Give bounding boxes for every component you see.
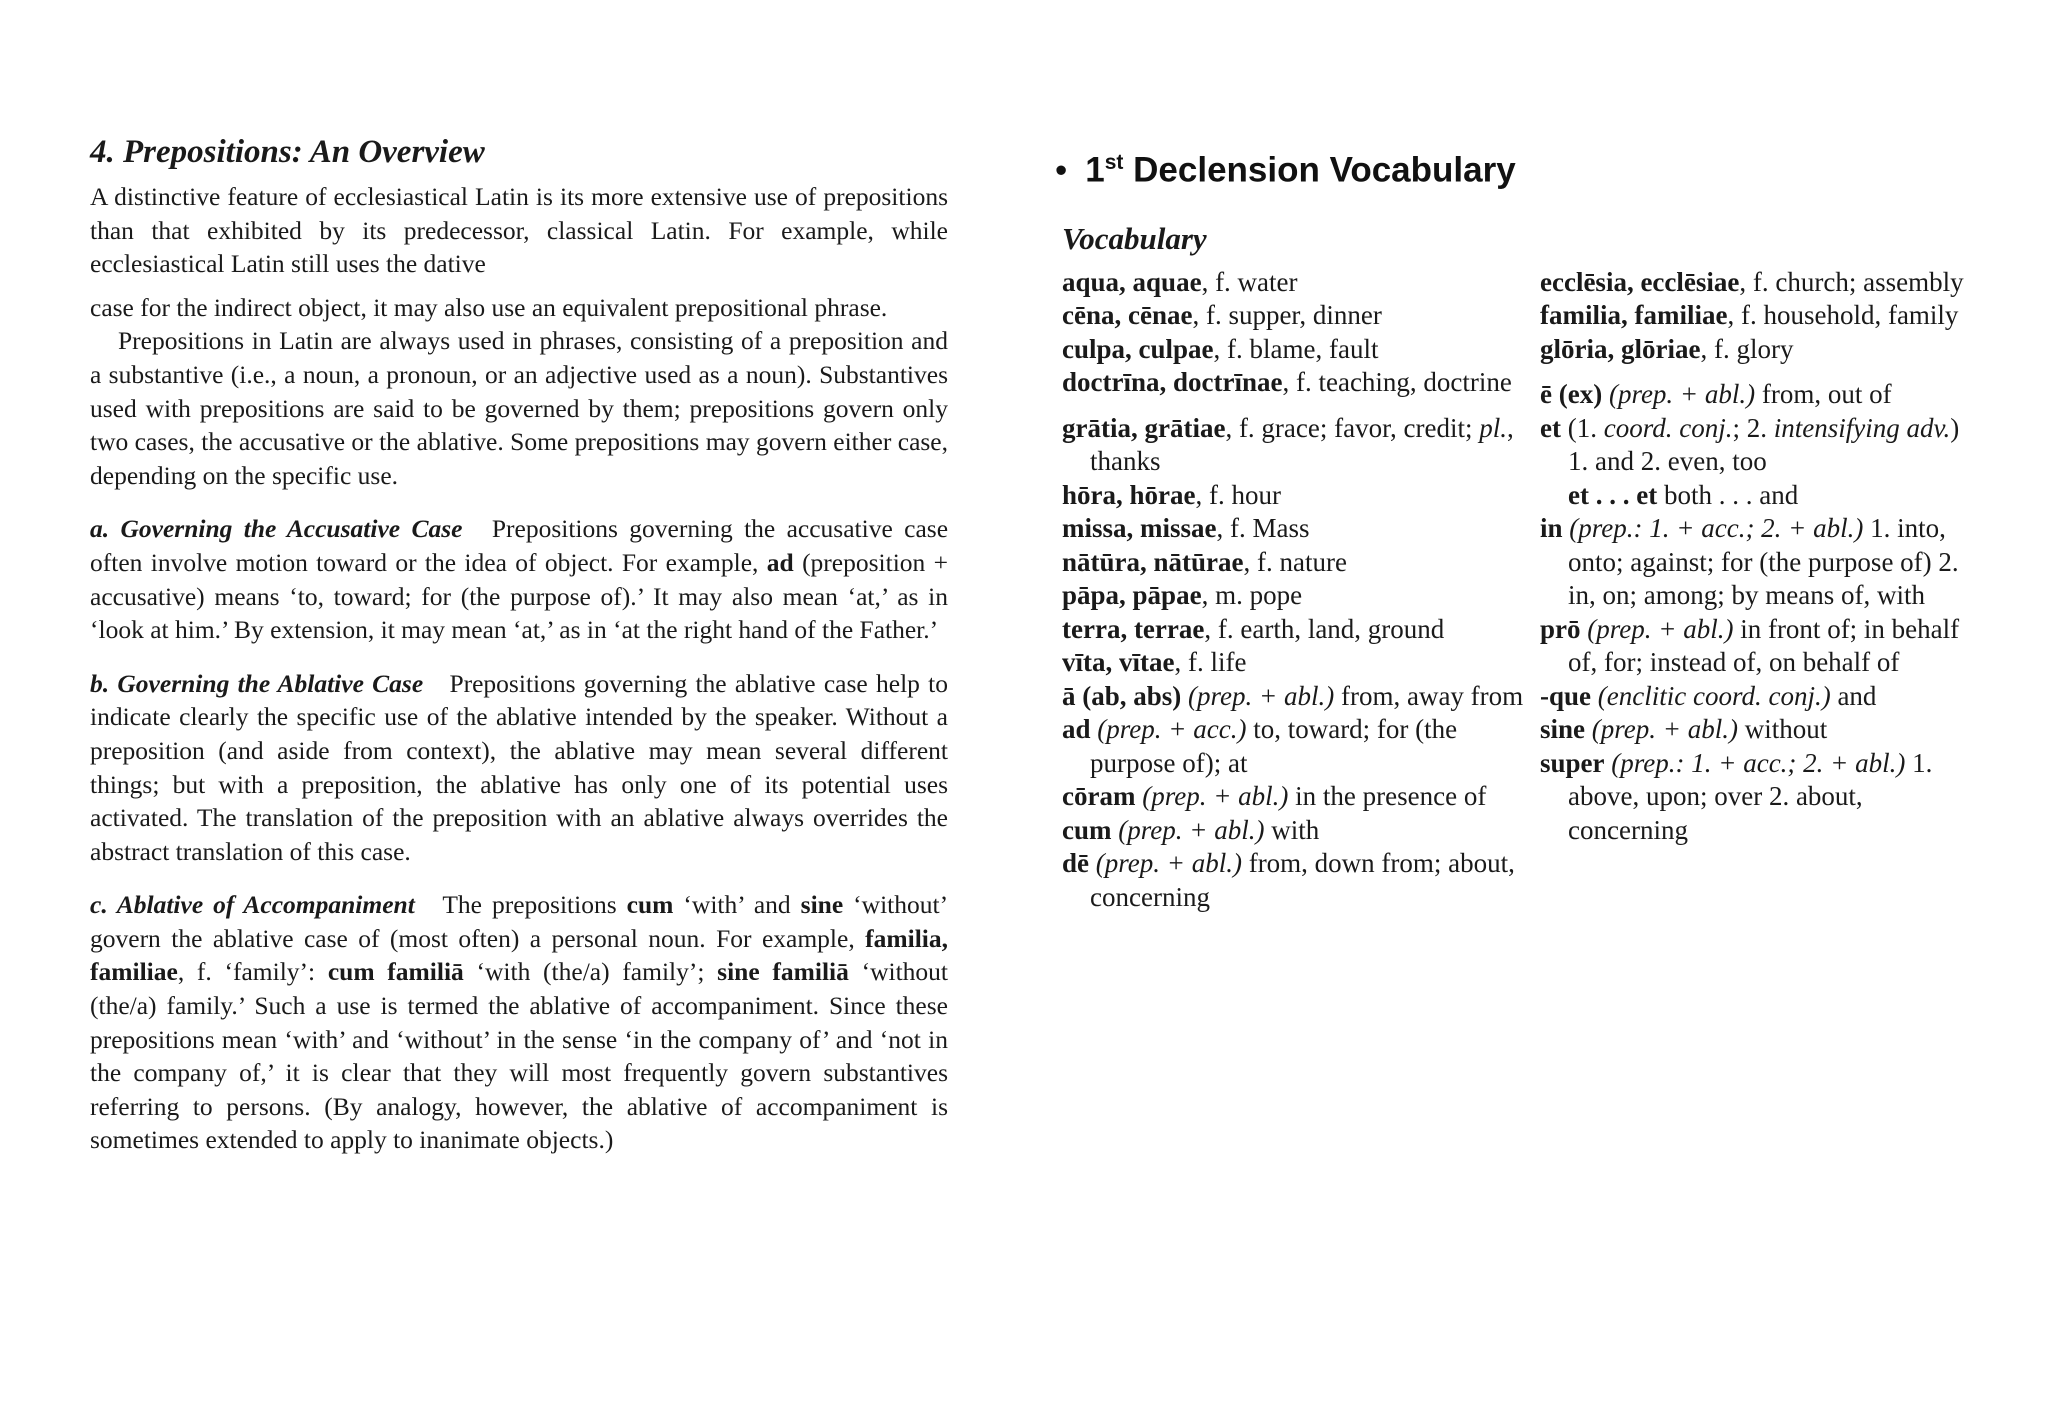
vocab-entry: et (1. coord. conj.; 2. intensifying adv.) 1. and 2. even, too (1540, 412, 1960, 476)
keyword: sine familiā (717, 957, 849, 987)
vocab-entry: dē (prep. + abl.) from, down from; about, concerning (1062, 848, 1515, 912)
vocabulary-section (1062, 222, 1982, 914)
section-accompaniment: c. Ablative of Accompaniment The prepositions cum ‘with’ and sine ‘without’ govern the ablative case of (most often) a personal noun. For example, familia, familiae, f. ‘family’: cum familiā ‘with (the/a) family’; sine familiā ‘without (the/a) family.’ Such a use is termed the ablative of accompaniment. Since these prepositions mean ‘with’ and ‘without’ in the sense ‘in the company of’ and ‘not in the company of,’ it is clear that they will most frequently govern substantives referring to persons. (By analogy, however, the ablative of accompaniment is sometimes extended to apply to inanimate objects.) (90, 890, 949, 1155)
intro-paragraph-cont: case for the indirect object, it may also use an equivalent prepositional phrase. (90, 292, 888, 322)
vocab-entry: ecclēsia, ecclēsiae, f. church; assembly (1540, 266, 1964, 297)
vocab-entry: sine (prep. + abl.) without (1540, 714, 1828, 744)
slide-heading: • 1st Declension Vocabulary (1055, 150, 1516, 190)
vocab-entry: familia, familiae, f. household, family (1540, 300, 1959, 330)
section-ablative: b. Governing the Ablative Case Prepositions governing the ablative case help to indicate clearly the specific use of the ablative intended by the speaker. Without a preposition (and aside from context), the ablative may mean several different things; but with a preposition, the ablative has only one of its potential uses activated. The translation of the preposition with an ablative always overrides the abstract translation of this case. (90, 668, 949, 866)
section-accusative: a. Governing the Accusative Case Prepositions governing the accusative case often involve motion toward or the idea of object. For example, ad (preposition + accusative) means ‘to, toward; for (the purpose of).’ It may also mean ‘at,’ as in ‘look at him.’ By extension, it may mean ‘at,’ as in ‘at the right hand of the Father.’ (90, 514, 949, 645)
intro-paragraph: A distinctive feature of ecclesiastical Latin is its more extensive use of prepositions than that exhibited by its predecessor, classical Latin. For example, while ecclesiastical Latin still uses the dative (90, 182, 948, 279)
vocab-entry: prō (prep. + abl.) in front of; in behalf of, for; instead of, on behalf of (1540, 613, 1960, 677)
vocab-entry: in (prep.: 1. + acc.; 2. + abl.) 1. into, onto; against; for (the purpose of) 2. in, on; among; by means of, with (1540, 513, 1959, 610)
vocab-entry: doctrīna, doctrīnae, f. teaching, doctrine (1062, 367, 1512, 397)
vocab-column-2 (1540, 266, 1980, 915)
section-heading: a. Governing the Accusative Case (90, 514, 463, 544)
keyword: familia, familiae (90, 923, 949, 987)
vocab-column-1 (1062, 266, 1540, 915)
vocab-entry: grātia, grātiae, f. grace; favor, credit; pl., thanks (1062, 412, 1514, 476)
page-title: 4. Prepositions: An Overview (90, 134, 485, 170)
vocab-entry: vīta, vītae, f. life (1062, 647, 1247, 677)
vocab-entry: cēna, cēnae, f. supper, dinner (1062, 300, 1382, 330)
section-heading: c. Ablative of Accompaniment (90, 890, 415, 920)
vocab-entry: culpa, culpae, f. blame, fault (1062, 333, 1379, 364)
vocab-entry: ā (ab, abs) (prep. + abl.) from, away from (1062, 680, 1524, 711)
keyword: ad (766, 547, 794, 577)
prepositions-page (90, 132, 948, 1157)
keyword: sine (800, 890, 844, 920)
vocab-entry: ē (ex) (prep. + abl.) from, out of (1540, 379, 1892, 409)
vocabulary-title: Vocabulary (1062, 221, 1207, 256)
vocab-entry: pāpa, pāpae, m. pope (1062, 580, 1303, 610)
phrases-paragraph: Prepositions in Latin are always used in phrases, consisting of a preposition and a substantive (i.e., a noun, a pronoun, or an adjective used as a noun). Substantives used with prepositions are said to be governed by them; prepositions govern only two cases, the accusative or the ablative. Some prepositions may govern either case, depending on the specific use. (90, 326, 948, 490)
vocab-entry: glōria, glōriae, f. glory (1540, 333, 1794, 364)
vocab-entry: cum (prep. + abl.) with (1062, 814, 1320, 845)
vocab-entry: terra, terrae, f. earth, land, ground (1062, 613, 1445, 644)
vocab-entry: nātūra, nātūrae, f. nature (1062, 546, 1347, 577)
bullet: • (1055, 150, 1068, 190)
vocab-entry: super (prep.: 1. + acc.; 2. + abl.) 1. above, upon; over 2. about, concerning (1540, 747, 1933, 845)
vocab-entry: aqua, aquae, f. water (1062, 266, 1298, 297)
section-heading: b. Governing the Ablative Case (90, 668, 424, 698)
vocab-subentry: et . . . et both . . . and (1568, 479, 1799, 510)
keyword: cum familiā (327, 957, 464, 987)
vocab-entry: cōram (prep. + abl.) in the presence of (1062, 781, 1487, 811)
vocab-entry: missa, missae, f. Mass (1062, 513, 1310, 543)
vocab-entry: ad (prep. + acc.) to, toward; for (the purpose of); at (1062, 714, 1458, 778)
vocab-entry: -que (enclitic coord. conj.) and (1540, 680, 1877, 711)
keyword: cum (626, 890, 674, 920)
vocab-entry: hōra, hōrae, f. hour (1062, 479, 1281, 510)
